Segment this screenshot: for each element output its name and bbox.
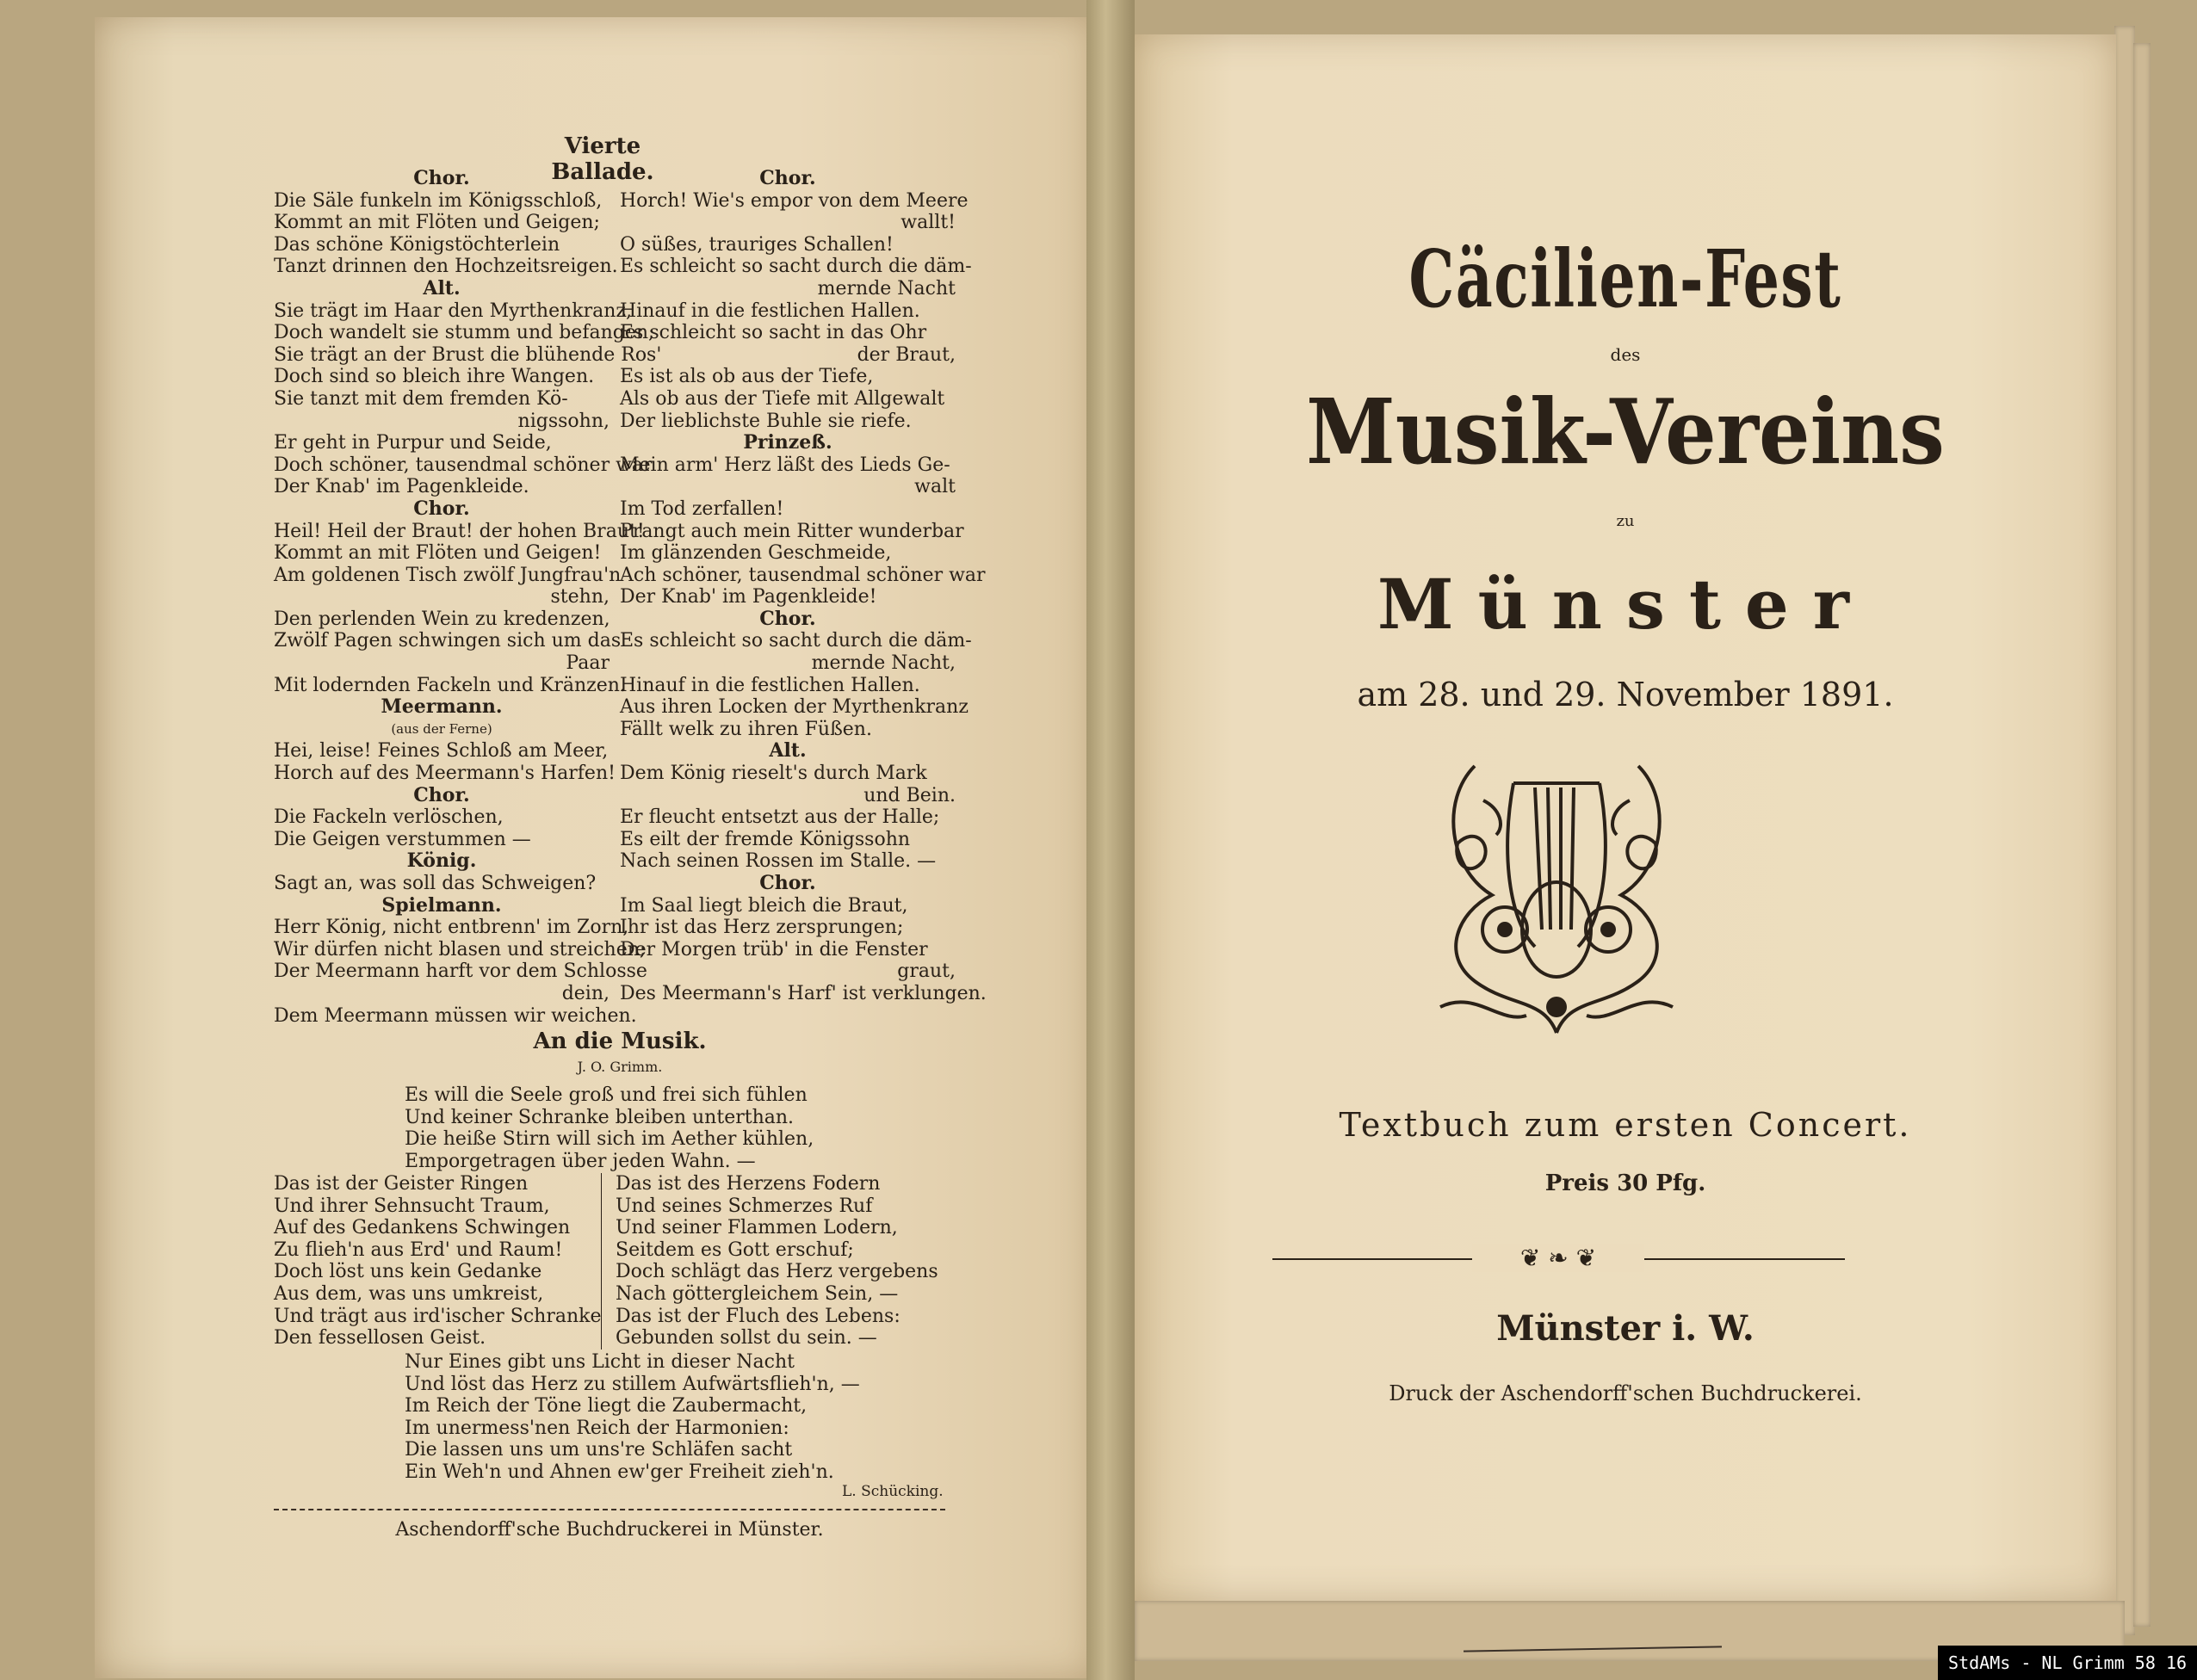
title-des: des bbox=[1610, 344, 1641, 365]
verse-line: Das ist des Herzens Fodern bbox=[616, 1173, 881, 1195]
price: Preis 30 Pfg. bbox=[1544, 1170, 1706, 1196]
verse-line: Das ist der Geister Ringen bbox=[274, 1173, 529, 1195]
verse-line: Nach seinen Rossen im Stalle. — bbox=[620, 850, 937, 873]
verse-line: Seitdem es Gott erschuf; bbox=[616, 1238, 854, 1261]
stage-direction: (aus der Ferne) bbox=[391, 720, 492, 737]
verse-line: Als ob aus der Tiefe mit Allgewalt bbox=[620, 387, 945, 410]
speaker-role: Meermann. bbox=[381, 695, 503, 719]
verse-line: Tanzt drinnen den Hochzeitsreigen. bbox=[274, 256, 618, 278]
ballad-column-left bbox=[274, 167, 662, 1027]
verse-line: Es schleicht so sacht durch die däm- bbox=[620, 256, 972, 278]
verse-line: Der Knab' im Pagenkleide. bbox=[274, 476, 529, 498]
verse-line: Der lieblichste Buhle sie riefe. bbox=[620, 410, 912, 432]
verse-line: Der Meermann harft vor dem Schlosse bbox=[274, 960, 647, 983]
ballad-column-right bbox=[620, 167, 987, 1005]
verse-line: Doch schlägt das Herz vergebens bbox=[616, 1261, 938, 1283]
verse-line: O süßes, trauriges Schallen! bbox=[620, 233, 894, 256]
speaker-role: Alt. bbox=[769, 739, 807, 763]
verse-line: Fällt welk zu ihren Füßen. bbox=[620, 718, 872, 740]
verse-line: Es ist als ob aus der Tiefe, bbox=[620, 366, 874, 388]
imprint-place: Münster i. W. bbox=[1496, 1308, 1755, 1349]
poem-column-left bbox=[274, 1173, 602, 1350]
speaker-role: Chor. bbox=[413, 783, 470, 806]
verse-line: Im Tod zerfallen! bbox=[620, 497, 784, 520]
verse-line: Gebunden sollst du sein. — bbox=[616, 1327, 877, 1350]
verse-line: Auf des Gedankens Schwingen bbox=[274, 1217, 571, 1239]
verse-line: Doch schöner, tausendmal schöner war bbox=[274, 454, 653, 476]
page-edge bbox=[2114, 26, 2135, 1635]
verse-line: Doch sind so bleich ihre Wangen. bbox=[274, 366, 595, 388]
verse-line: Es will die Seele groß und frei sich fühlen bbox=[405, 1084, 808, 1106]
verse-line: Wir dürfen nicht blasen und streichen; bbox=[274, 938, 647, 960]
verse-line: Im unermess'nen Reich der Harmonien: bbox=[405, 1417, 789, 1439]
title-caecilien: Cäcilien-Fest bbox=[1408, 232, 1842, 325]
verse-line: Den fessellosen Geist. bbox=[274, 1327, 486, 1350]
verse-line: Ihr ist das Herz zersprungen; bbox=[620, 917, 904, 939]
verse-line: Und keiner Schranke bleiben unterthan. bbox=[405, 1106, 795, 1128]
verse-line: Die Geigen verstummen — bbox=[274, 828, 531, 850]
speaker-role: Chor. bbox=[413, 497, 470, 520]
verse-line: Horch! Wie's empor von dem Meere bbox=[620, 189, 969, 212]
poem-author: J. O. Grimm. bbox=[577, 1059, 663, 1075]
poem-intro bbox=[405, 1084, 887, 1172]
speaker-role: Chor. bbox=[759, 607, 816, 630]
verse-line: Den perlenden Wein zu kredenzen, bbox=[274, 608, 610, 630]
verse-line: Hei, leise! Feines Schloß am Meer, bbox=[274, 740, 609, 763]
verse-line: Doch löst uns kein Gedanke bbox=[274, 1261, 542, 1283]
verse-line: Im Saal liegt bleich die Braut, bbox=[620, 894, 908, 917]
verse-line: Kommt an mit Flöten und Geigen! bbox=[274, 542, 602, 565]
verse-line: Emporgetragen über jeden Wahn. — bbox=[405, 1150, 756, 1172]
printer-line: Aschendorff'sche Buchdruckerei in Münster. bbox=[395, 1519, 824, 1541]
speaker-role: Chor. bbox=[759, 167, 816, 189]
verse-line: Das ist der Fluch des Lebens: bbox=[616, 1305, 900, 1327]
verse-line: Der Knab' im Pagenkleide! bbox=[620, 586, 877, 608]
verse-line: Doch wandelt sie stumm und befangen; bbox=[274, 322, 655, 344]
speaker-role: Chor. bbox=[413, 167, 470, 189]
verse-line: Der Morgen trüb' in die Fenster bbox=[620, 938, 928, 960]
ballad-title: Vierte Ballade. bbox=[551, 133, 654, 185]
verse-line: Sie trägt im Haar den Myrthenkranz, bbox=[274, 300, 632, 322]
verse-line: Es schleicht so sacht in das Ohr bbox=[620, 322, 927, 344]
verse-line: Hinauf in die festlichen Hallen. bbox=[620, 300, 920, 322]
right-page bbox=[1135, 34, 2116, 1601]
speaker-role: Alt. bbox=[423, 276, 461, 300]
verse-line: Und trägt aus ird'ischer Schranke bbox=[274, 1305, 602, 1327]
verse-line: Im glänzenden Geschmeide, bbox=[620, 542, 892, 565]
verse-line: Mit lodernden Fackeln und Kränzen. bbox=[274, 674, 626, 696]
speaker-role: Chor. bbox=[759, 872, 816, 894]
verse-line: der Braut, bbox=[857, 343, 956, 366]
speaker-role: Spielmann. bbox=[381, 893, 502, 917]
poem-outro bbox=[405, 1351, 938, 1484]
verse-line: wallt! bbox=[900, 212, 956, 234]
verse-line: Des Meermann's Harf' ist verklungen. bbox=[620, 982, 987, 1004]
verse-line: mernde Nacht, bbox=[811, 652, 956, 675]
verse-line: Dem Meermann müssen wir weichen. bbox=[274, 1004, 637, 1027]
book-gutter bbox=[1086, 0, 1135, 1680]
verse-line: Zwölf Pagen schwingen sich um das bbox=[274, 630, 622, 652]
verse-line: Sie trägt an der Brust die blühende Ros' bbox=[274, 343, 662, 366]
verse-line: nigssohn, bbox=[517, 410, 610, 432]
verse-line: Im Reich der Töne liegt die Zaubermacht, bbox=[405, 1395, 808, 1418]
title-musik-vereins: Musik-Vereins bbox=[1306, 379, 1945, 485]
verse-line: stehn, bbox=[550, 586, 610, 608]
poem-column-right bbox=[616, 1173, 943, 1350]
verse-line: Die heiße Stirn will sich im Aether kühlen, bbox=[405, 1128, 814, 1151]
speaker-role: Prinzeß. bbox=[743, 431, 832, 454]
verse-line: walt bbox=[914, 476, 956, 498]
imprint-printer: Druck der Aschendorff'schen Buchdruckerei. bbox=[1389, 1381, 1862, 1405]
verse-line: Sie tanzt mit dem fremden Kö- bbox=[274, 387, 568, 410]
verse-line: Und seiner Flammen Lodern, bbox=[616, 1217, 898, 1239]
verse-line: Horch auf des Meermann's Harfen! bbox=[274, 763, 616, 785]
verse-line: Und löst das Herz zu stillem Aufwärtsflieh'n, — bbox=[405, 1373, 860, 1395]
verse-line: Ein Weh'n und Ahnen ew'ger Freiheit zieh'n. bbox=[405, 1461, 834, 1483]
date-line: am 28. und 29. November 1891. bbox=[1357, 676, 1894, 713]
verse-line: Hinauf in die festlichen Hallen. bbox=[620, 674, 920, 696]
verse-line: Zu flieh'n aus Erd' und Raum! bbox=[274, 1238, 563, 1261]
verse-line: Die Fackeln verlöschen, bbox=[274, 806, 504, 829]
verse-line: Herr König, nicht entbrenn' im Zorn, bbox=[274, 917, 629, 939]
verse-line: graut, bbox=[897, 960, 956, 983]
title-muenster: Münster bbox=[1377, 564, 1873, 645]
verse-line: mernde Nacht bbox=[817, 277, 956, 300]
verse-line: und Bein. bbox=[863, 784, 956, 806]
poem-title: An die Musik. bbox=[533, 1028, 707, 1054]
verse-line: Das schöne Königstöchterlein bbox=[274, 233, 560, 256]
verse-line: Heil! Heil der Braut! der hohen Braut! bbox=[274, 520, 645, 542]
verse-line: Kommt an mit Flöten und Geigen; bbox=[274, 212, 600, 234]
verse-line: Die lassen uns um uns're Schläfen sacht bbox=[405, 1439, 793, 1461]
verse-line: Aus ihren Locken der Myrthenkranz bbox=[620, 696, 969, 719]
verse-line: Paar bbox=[566, 652, 610, 675]
verse-line: Er fleucht entsetzt aus der Halle; bbox=[620, 806, 940, 829]
speaker-role: König. bbox=[406, 849, 477, 873]
verse-line: Es schleicht so sacht durch die däm- bbox=[620, 630, 972, 652]
poem-signature: L. Schücking. bbox=[842, 1483, 944, 1500]
verse-line: Ach schöner, tausendmal schöner war bbox=[620, 564, 986, 586]
verse-line: Dem König rieselt's durch Mark bbox=[620, 763, 927, 785]
lyre-ornament-icon bbox=[1423, 749, 1690, 1059]
left-page bbox=[95, 17, 1093, 1678]
verse-line: Sagt an, was soll das Schweigen? bbox=[274, 873, 597, 894]
verse-line: Mein arm' Herz läßt des Lieds Ge- bbox=[620, 454, 950, 476]
verse-line: Am goldenen Tisch zwölf Jungfrau'n bbox=[274, 564, 622, 586]
verse-line: Aus dem, was uns umkreist, bbox=[274, 1282, 544, 1305]
verse-line: dein, bbox=[561, 982, 610, 1004]
verse-line: Er geht in Purpur und Seide, bbox=[274, 432, 552, 454]
divider bbox=[274, 1509, 945, 1510]
title-zu: zu bbox=[1616, 512, 1635, 530]
archive-label: StdAMs - NL Grimm 58 16 bbox=[1938, 1646, 2197, 1680]
verse-line: Nur Eines gibt uns Licht in dieser Nacht bbox=[405, 1351, 795, 1373]
verse-line: Und seines Schmerzes Ruf bbox=[616, 1195, 873, 1217]
verse-line: Die Säle funkeln im Königsschloß, bbox=[274, 189, 603, 212]
page-edge bbox=[2133, 43, 2151, 1627]
verse-line: Und ihrer Sehnsucht Traum, bbox=[274, 1195, 550, 1217]
subtitle: Textbuch zum ersten Concert. bbox=[1339, 1106, 1912, 1144]
verse-line: Es eilt der fremde Königssohn bbox=[620, 828, 911, 850]
verse-line: Nach göttergleichem Sein, — bbox=[616, 1282, 899, 1305]
verse-line: Prangt auch mein Ritter wunderbar bbox=[620, 520, 964, 542]
rule-flourish-icon: ❦ ❧ ❦ bbox=[1472, 1244, 1644, 1272]
